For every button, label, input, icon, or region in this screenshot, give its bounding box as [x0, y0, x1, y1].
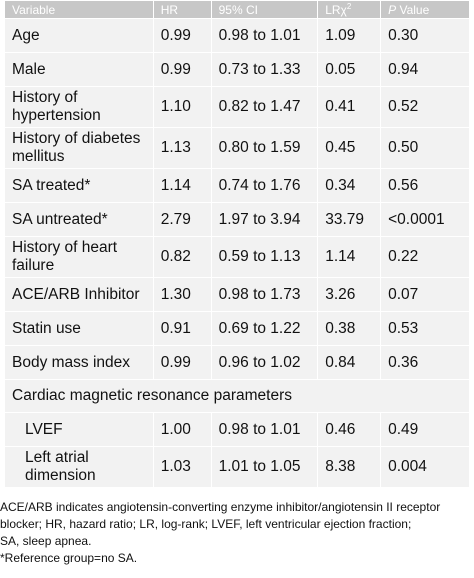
cell-hr: 0.99 — [153, 19, 211, 53]
header-hr: HR — [153, 1, 211, 19]
header-p-rest: Value — [396, 2, 430, 17]
cell-lr: 0.34 — [318, 169, 381, 203]
table-row — [5, 169, 470, 203]
cell-variable: SA untreated* — [5, 203, 154, 237]
cell-lr: 0.46 — [318, 413, 381, 447]
cell-lr: 1.09 — [318, 19, 381, 53]
cell-p: 0.49 — [381, 413, 470, 447]
cell-p: 0.50 — [381, 128, 470, 169]
table-row — [5, 237, 470, 278]
cell-variable: Body mass index — [5, 346, 154, 380]
cell-lr: 0.05 — [318, 53, 381, 87]
cell-p: 0.94 — [381, 53, 470, 87]
table-row — [5, 203, 470, 237]
cell-ci: 0.74 to 1.76 — [211, 169, 318, 203]
header-lr — [318, 1, 381, 19]
header-p-italic: P — [388, 2, 397, 17]
cell-hr: 1.10 — [153, 87, 211, 128]
cell-ci: 0.59 to 1.13 — [211, 237, 318, 278]
cell-lr: 33.79 — [318, 203, 381, 237]
cell-p: 0.004 — [381, 447, 470, 488]
cell-p: 0.07 — [381, 278, 470, 312]
cell-p: 0.36 — [381, 346, 470, 380]
cell-variable — [5, 237, 154, 278]
cell-variable — [5, 447, 154, 488]
cell-hr: 1.14 — [153, 169, 211, 203]
table-footnotes — [0, 499, 474, 567]
cell-variable: SA treated* — [5, 169, 154, 203]
cell-variable: LVEF — [5, 413, 154, 447]
table-row — [5, 447, 470, 488]
cell-ci: 1.01 to 1.05 — [211, 447, 318, 488]
cell-variable: Male — [5, 53, 154, 87]
header-p-value — [381, 1, 470, 19]
cell-variable-line2: hypertension — [12, 107, 101, 124]
cell-lr: 0.45 — [318, 128, 381, 169]
footnote-line: ACE/ARB indicates angiotensin-converting enzyme inhibitor/angiotensin II receptor — [0, 500, 441, 514]
cell-p: 0.56 — [381, 169, 470, 203]
cell-hr: 0.91 — [153, 312, 211, 346]
cell-hr: 1.13 — [153, 128, 211, 169]
cell-lr: 8.38 — [318, 447, 381, 488]
table-row — [5, 53, 470, 87]
cell-lr: 0.84 — [318, 346, 381, 380]
cell-lr: 3.26 — [318, 278, 381, 312]
cell-ci: 0.98 to 1.73 — [211, 278, 318, 312]
cell-ci: 0.98 to 1.01 — [211, 413, 318, 447]
cell-variable — [5, 87, 154, 128]
table-row — [5, 312, 470, 346]
cell-hr: 0.82 — [153, 237, 211, 278]
cell-ci: 0.73 to 1.33 — [211, 53, 318, 87]
cell-variable-line1: History of diabetes — [12, 130, 141, 147]
cell-variable-line1: History of — [12, 89, 78, 106]
table-row — [5, 19, 470, 53]
table-row — [5, 128, 470, 169]
cell-p: 0.22 — [381, 237, 470, 278]
cell-ci: 0.82 to 1.47 — [211, 87, 318, 128]
footnote-line: *Reference group=no SA. — [0, 551, 138, 565]
cell-ci: 0.69 to 1.22 — [211, 312, 318, 346]
header-row — [5, 1, 470, 19]
cell-hr: 1.00 — [153, 413, 211, 447]
table-row — [5, 413, 470, 447]
cell-lr: 1.14 — [318, 237, 381, 278]
cell-p: 0.52 — [381, 87, 470, 128]
cell-hr: 0.99 — [153, 346, 211, 380]
cell-hr: 0.99 — [153, 53, 211, 87]
hazard-ratio-table — [4, 0, 470, 488]
cell-lr: 0.41 — [318, 87, 381, 128]
cell-variable-line2: dimension — [25, 467, 96, 484]
cell-hr: 1.03 — [153, 447, 211, 488]
table-row — [5, 346, 470, 380]
section-row — [5, 380, 470, 413]
cell-variable: Statin use — [5, 312, 154, 346]
cell-p: <0.0001 — [381, 203, 470, 237]
cell-ci: 0.96 to 1.02 — [211, 346, 318, 380]
section-heading: Cardiac magnetic resonance parameters — [5, 380, 470, 413]
cell-variable-line1: History of heart — [12, 239, 118, 256]
cell-variable-line1: Left atrial — [25, 449, 89, 466]
cell-ci: 0.80 to 1.59 — [211, 128, 318, 169]
cell-ci: 1.97 to 3.94 — [211, 203, 318, 237]
cell-p: 0.30 — [381, 19, 470, 53]
header-ci: 95% CI — [211, 1, 318, 19]
cell-hr: 1.30 — [153, 278, 211, 312]
footnote-line: SA, sleep apnea. — [0, 534, 92, 548]
header-variable: Variable — [5, 1, 154, 19]
footnote-line: blocker; HR, hazard ratio; LR, log-rank; LVEF, left ventricular ejection fraction; — [0, 517, 412, 531]
cell-lr: 0.38 — [318, 312, 381, 346]
cell-p: 0.53 — [381, 312, 470, 346]
header-lr-superscript: 2 — [346, 2, 352, 11]
cell-variable: Age — [5, 19, 154, 53]
cell-hr: 2.79 — [153, 203, 211, 237]
cell-variable-line2: mellitus — [12, 148, 65, 165]
cell-variable — [5, 128, 154, 169]
cell-ci: 0.98 to 1.01 — [211, 19, 318, 53]
cell-variable: ACE/ARB Inhibitor — [5, 278, 154, 312]
cell-variable-line2: failure — [12, 257, 55, 274]
table-row — [5, 278, 470, 312]
table-row — [5, 87, 470, 128]
header-lr-text: LRχ — [325, 3, 347, 17]
